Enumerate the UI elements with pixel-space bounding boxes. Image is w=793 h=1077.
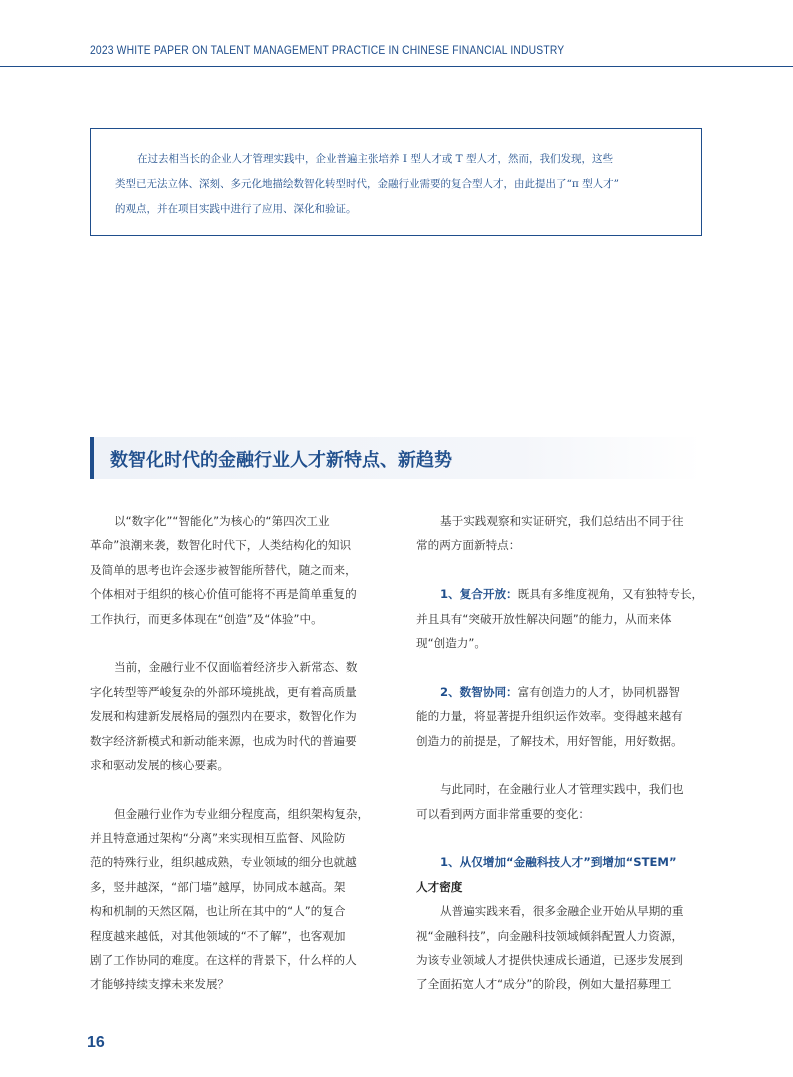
paragraph-line: 视“金融科技”，向金融科技领域倾斜配置人力资源，	[416, 928, 684, 943]
paragraph-line: 为该专业领域人才提供快速成长通道，已逐步发展到	[416, 953, 683, 968]
page-number: 16	[87, 1034, 105, 1051]
paragraph-line: 工作执行，而更多体现在“创造”及“体验”中。	[90, 611, 323, 626]
paragraph-line: 及简单的思考也许会逐步被智能所替代，随之而来，	[90, 562, 357, 577]
paragraph-line: 可以看到两方面非常重要的变化：	[416, 806, 590, 821]
right-column	[416, 509, 712, 997]
paragraph-line: 革命”浪潮来袭，数智化时代下，人类结构化的知识	[90, 538, 352, 553]
paragraph-line: 发展和构建新发展格局的强烈内在要求，数智化作为	[90, 709, 357, 724]
intro-line: 在过去相当长的企业人才管理实践中，企业普遍主张培养 I 型人才或 T 型人才，然而，我们发现，这些	[137, 153, 613, 165]
paragraph-line: 当前，金融行业不仅面临着经济步入新常态、数	[114, 660, 358, 675]
feature-line	[416, 582, 712, 606]
feature-text: 既具有多维度视角，又有独特专长，	[517, 587, 704, 602]
subheading-line: 1、从仅增加“金融科技人才”到增加“STEM”	[440, 855, 677, 870]
paragraph-line: 基于实践观察和实证研究，我们总结出不同于往	[440, 514, 684, 528]
paragraph-line: 并且具有“突破开放性解决问题”的能力，从而来体	[416, 611, 672, 626]
header-divider	[0, 66, 793, 67]
intro-line: 的观点，并在项目实践中进行了应用、深化和验证。	[115, 203, 357, 215]
paragraph-line: 以“数字化”“智能化”为核心的“第四次工业	[114, 514, 330, 528]
header-title: 2023 WHITE PAPER ON TALENT MANAGEMENT PRACTICE IN CHINESE FINANCIAL INDUSTRY	[90, 43, 565, 57]
section-accent-bar	[90, 437, 94, 479]
paragraph-line: 数字经济新模式和新动能来源，也成为时代的普遍要	[90, 733, 357, 748]
paragraph-line: 程度越来越低，对其他领域的“不了解”，也客观加	[90, 928, 346, 943]
paragraph-line: 能的力量，将显著提升组织运作效率。变得越来越有	[416, 709, 683, 724]
paragraph-line: 多，竖井越深，“部门墙”越厚，协同成本越高。架	[90, 879, 346, 894]
feature-label: 2、数智协同：	[440, 684, 518, 699]
paragraph-line: 构和机制的天然区隔，也让所在其中的“人”的复合	[90, 904, 346, 919]
paragraph-line: 与此同时，在金融行业人才管理实践中，我们也	[440, 782, 684, 797]
paragraph-line: 字化转型等严峻复杂的外部环境挑战，更有着高质量	[90, 684, 357, 699]
paragraph-line: 现“创造力”。	[416, 635, 486, 650]
section-heading	[90, 437, 702, 479]
section-title: 数智化时代的金融行业人才新特点、新趋势	[110, 450, 452, 471]
feature-line	[416, 680, 712, 704]
paragraph-line: 个体相对于组织的核心价值可能将不再是简单重复的	[90, 587, 357, 602]
paragraph-line: 了全面拓宽人才“成分”的阶段，例如大量招募理工	[416, 977, 672, 992]
paragraph-line: 范的特殊行业，组织越成熟，专业领域的细分也就越	[90, 855, 357, 870]
paragraph-line: 创造力的前提是，了解技术，用好智能，用好数据。	[416, 733, 683, 748]
paragraph-gap	[416, 826, 712, 850]
intro-line: 类型已无法立体、深刻、多元化地描绘数智化转型时代，金融行业需要的复合型人才，由此提出了“π 型人才”	[115, 178, 619, 190]
paragraph-gap	[416, 655, 712, 679]
paragraph-line: 才能够持续支撑未来发展？	[90, 977, 230, 992]
paragraph-gap	[416, 753, 712, 777]
paragraph-line: 从普遍实践来看，很多金融企业开始从早期的重	[440, 904, 684, 919]
paragraph-line: 常的两方面新特点：	[416, 538, 521, 553]
paragraph-line: 求和驱动发展的核心要素。	[90, 757, 230, 772]
feature-text: 富有创造力的人才，协同机器智	[517, 684, 680, 699]
intro-box	[90, 128, 702, 236]
feature-label: 1、复合开放：	[440, 587, 518, 602]
paragraph-line: 但金融行业作为专业细分程度高，组织架构复杂，	[114, 806, 370, 821]
paragraph-gap	[90, 777, 386, 801]
paragraph-line: 并且特意通过架构“分离”来实现相互监督、风险防	[90, 831, 346, 846]
left-column	[90, 509, 386, 997]
paragraph-line: 剧了工作协同的难度。在这样的背景下，什么样的人	[90, 953, 357, 968]
subheading-line: 人才密度	[416, 879, 463, 894]
paragraph-gap	[90, 631, 386, 655]
paragraph-gap	[416, 558, 712, 582]
